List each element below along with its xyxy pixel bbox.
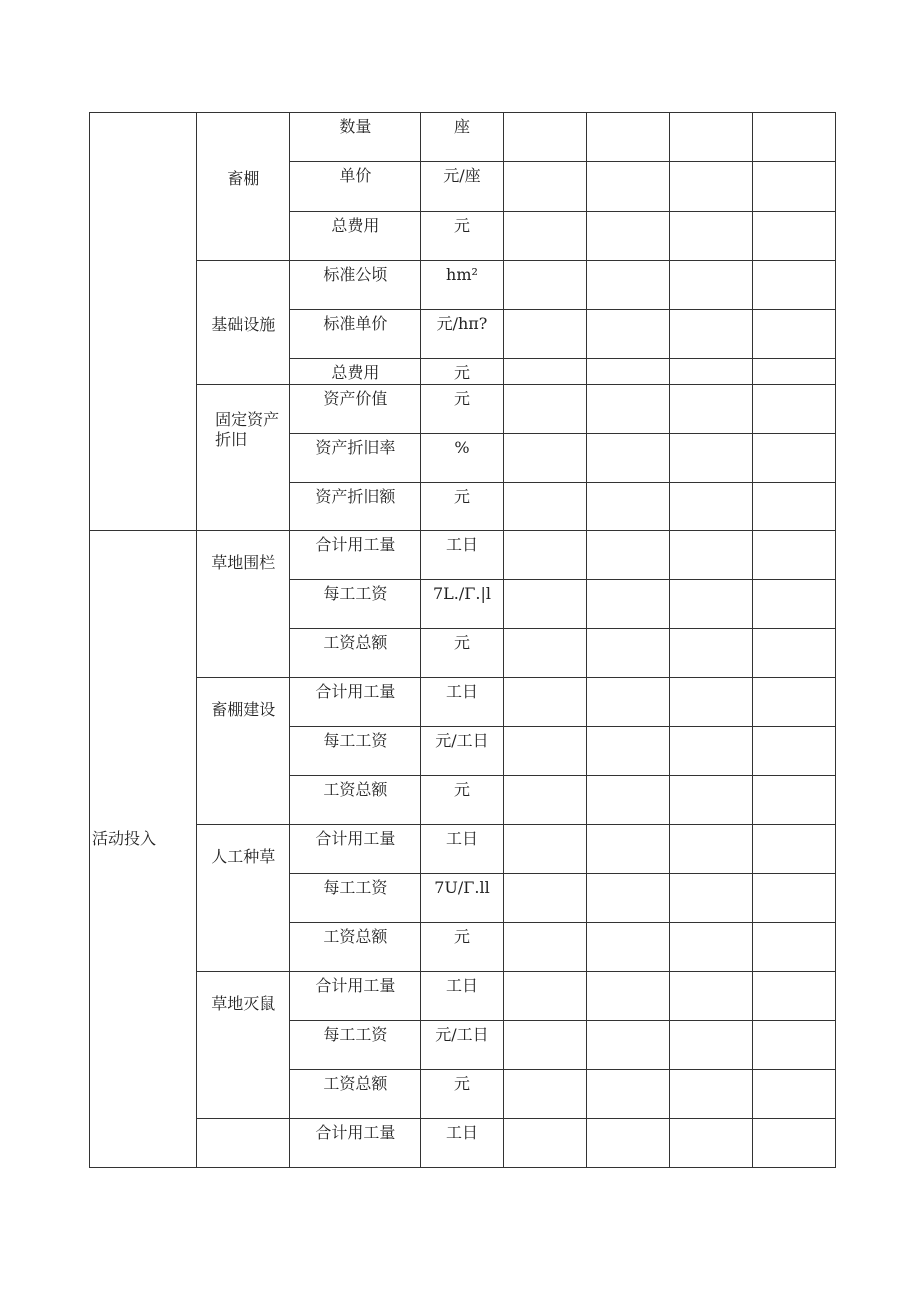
unit-label: 元: [421, 385, 503, 434]
item-label: 每工工资: [290, 727, 421, 776]
item-label: 资产折旧额: [290, 483, 421, 531]
value-cell[interactable]: [669, 825, 752, 874]
value-cell[interactable]: [503, 385, 586, 434]
value-cell[interactable]: [669, 310, 752, 359]
value-cell[interactable]: [503, 776, 586, 825]
unit-label: 7U/Γ.ll: [421, 874, 503, 923]
item-label: 数量: [290, 113, 421, 162]
item-label: 工资总额: [290, 629, 421, 678]
value-cell[interactable]: [503, 310, 586, 359]
table-row: [90, 678, 836, 727]
table-row: [90, 531, 836, 580]
value-cell[interactable]: [752, 629, 835, 678]
unit-label: 元: [421, 1070, 503, 1119]
value-cell[interactable]: [669, 1021, 752, 1070]
unit-label: 元/工日: [421, 727, 503, 776]
unit-label: 座: [421, 113, 503, 162]
item-label: 资产价值: [290, 385, 421, 434]
value-cell[interactable]: [586, 1119, 669, 1168]
value-cell[interactable]: [669, 776, 752, 825]
value-cell[interactable]: [669, 972, 752, 1021]
unit-label: 元: [421, 212, 503, 261]
item-label: 标准公顷: [290, 261, 421, 310]
group-label: 人工种草: [211, 847, 276, 866]
value-cell[interactable]: [503, 1070, 586, 1119]
value-cell[interactable]: [669, 385, 752, 434]
value-cell[interactable]: [586, 310, 669, 359]
value-cell[interactable]: [503, 162, 586, 212]
table-row: [90, 261, 836, 310]
item-label: 合计用工量: [290, 678, 421, 727]
unit-label: 元: [421, 483, 503, 531]
item-label: 合计用工量: [290, 972, 421, 1021]
value-cell[interactable]: [586, 874, 669, 923]
value-cell[interactable]: [503, 580, 586, 629]
value-cell[interactable]: [669, 212, 752, 261]
value-cell[interactable]: [586, 434, 669, 483]
value-cell[interactable]: [752, 531, 835, 580]
value-cell[interactable]: [503, 1021, 586, 1070]
value-cell[interactable]: [752, 1021, 835, 1070]
value-cell[interactable]: [669, 874, 752, 923]
value-cell[interactable]: [503, 261, 586, 310]
value-cell[interactable]: [752, 359, 835, 385]
table-row: [90, 113, 836, 162]
item-label: 资产折旧率: [290, 434, 421, 483]
value-cell[interactable]: [669, 359, 752, 385]
unit-label: 元/hπ?: [421, 310, 503, 359]
group-cell: [197, 531, 290, 678]
unit-label: 工日: [421, 531, 503, 580]
value-cell[interactable]: [752, 678, 835, 727]
value-cell[interactable]: [669, 923, 752, 972]
cost-input-table: [89, 112, 836, 1168]
unit-label: 工日: [421, 825, 503, 874]
item-label: 每工工资: [290, 874, 421, 923]
group-label: 固定资产折旧: [215, 410, 280, 449]
item-label: 单价: [290, 162, 421, 212]
value-cell[interactable]: [586, 212, 669, 261]
value-cell[interactable]: [503, 972, 586, 1021]
value-cell[interactable]: [586, 776, 669, 825]
unit-label: 元/座: [421, 162, 503, 212]
unit-label: 元: [421, 923, 503, 972]
group-cell: [197, 113, 290, 261]
value-cell[interactable]: [752, 162, 835, 212]
value-cell[interactable]: [586, 678, 669, 727]
value-cell[interactable]: [586, 531, 669, 580]
group-cell: [197, 261, 290, 385]
value-cell[interactable]: [586, 629, 669, 678]
value-cell[interactable]: [669, 113, 752, 162]
value-cell[interactable]: [752, 261, 835, 310]
value-cell[interactable]: [503, 629, 586, 678]
value-cell[interactable]: [586, 162, 669, 212]
value-cell[interactable]: [669, 531, 752, 580]
value-cell[interactable]: [752, 385, 835, 434]
group-cell: [197, 385, 290, 531]
value-cell[interactable]: [503, 434, 586, 483]
value-cell[interactable]: [503, 923, 586, 972]
category-cell: [90, 113, 197, 531]
value-cell[interactable]: [503, 825, 586, 874]
group-cell: [197, 825, 290, 972]
value-cell[interactable]: [752, 113, 835, 162]
unit-label: %: [421, 434, 503, 483]
value-cell[interactable]: [752, 972, 835, 1021]
item-label: 合计用工量: [290, 1119, 421, 1168]
category-cell: [90, 531, 197, 1168]
item-label: 每工工资: [290, 1021, 421, 1070]
value-cell[interactable]: [586, 261, 669, 310]
value-cell[interactable]: [752, 825, 835, 874]
table-row: [90, 825, 836, 874]
value-cell[interactable]: [752, 727, 835, 776]
value-cell[interactable]: [503, 531, 586, 580]
value-cell[interactable]: [752, 434, 835, 483]
item-label: 标准单价: [290, 310, 421, 359]
value-cell[interactable]: [586, 385, 669, 434]
value-cell[interactable]: [669, 580, 752, 629]
value-cell[interactable]: [586, 483, 669, 531]
table-row: [90, 1119, 836, 1168]
value-cell[interactable]: [586, 1021, 669, 1070]
value-cell[interactable]: [752, 580, 835, 629]
value-cell[interactable]: [503, 483, 586, 531]
table-row: [90, 972, 836, 1021]
value-cell[interactable]: [752, 874, 835, 923]
value-cell[interactable]: [669, 483, 752, 531]
value-cell[interactable]: [503, 113, 586, 162]
group-label: 畜棚: [227, 169, 260, 188]
value-cell[interactable]: [586, 1070, 669, 1119]
item-label: 工资总额: [290, 923, 421, 972]
group-label: 畜棚建设: [211, 700, 276, 719]
group-cell: [197, 1119, 290, 1168]
unit-label: 工日: [421, 678, 503, 727]
value-cell[interactable]: [669, 629, 752, 678]
value-cell[interactable]: [586, 580, 669, 629]
table-row: [90, 385, 836, 434]
category-label: 活动投入: [92, 829, 157, 848]
item-label: 工资总额: [290, 776, 421, 825]
item-label: 每工工资: [290, 580, 421, 629]
item-label: 总费用: [290, 359, 421, 385]
unit-label: 元: [421, 629, 503, 678]
value-cell[interactable]: [752, 1119, 835, 1168]
item-label: 工资总额: [290, 1070, 421, 1119]
value-cell[interactable]: [669, 678, 752, 727]
value-cell[interactable]: [503, 1119, 586, 1168]
value-cell[interactable]: [752, 776, 835, 825]
unit-label: 工日: [421, 1119, 503, 1168]
value-cell[interactable]: [669, 434, 752, 483]
unit-label: hm²: [421, 261, 503, 310]
value-cell[interactable]: [586, 923, 669, 972]
value-cell[interactable]: [669, 727, 752, 776]
value-cell[interactable]: [503, 874, 586, 923]
value-cell[interactable]: [503, 359, 586, 385]
value-cell[interactable]: [752, 483, 835, 531]
value-cell[interactable]: [669, 261, 752, 310]
group-label: 草地灭鼠: [211, 994, 276, 1013]
value-cell[interactable]: [503, 727, 586, 776]
value-cell[interactable]: [586, 972, 669, 1021]
value-cell[interactable]: [503, 212, 586, 261]
value-cell[interactable]: [586, 359, 669, 385]
item-label: 总费用: [290, 212, 421, 261]
value-cell[interactable]: [503, 678, 586, 727]
value-cell[interactable]: [586, 113, 669, 162]
unit-label: 工日: [421, 972, 503, 1021]
value-cell[interactable]: [586, 727, 669, 776]
value-cell[interactable]: [669, 1070, 752, 1119]
value-cell[interactable]: [752, 1070, 835, 1119]
item-label: 合计用工量: [290, 531, 421, 580]
value-cell[interactable]: [752, 310, 835, 359]
unit-label: 7L./Γ.|l: [421, 580, 503, 629]
unit-label: 元: [421, 776, 503, 825]
group-label: 基础设施: [211, 315, 276, 334]
value-cell[interactable]: [752, 923, 835, 972]
value-cell[interactable]: [752, 212, 835, 261]
value-cell[interactable]: [669, 1119, 752, 1168]
value-cell[interactable]: [669, 162, 752, 212]
group-cell: [197, 678, 290, 825]
unit-label: 元: [421, 359, 503, 385]
group-cell: [197, 972, 290, 1119]
unit-label: 元/工日: [421, 1021, 503, 1070]
item-label: 合计用工量: [290, 825, 421, 874]
value-cell[interactable]: [586, 825, 669, 874]
group-label: 草地围栏: [211, 553, 276, 572]
